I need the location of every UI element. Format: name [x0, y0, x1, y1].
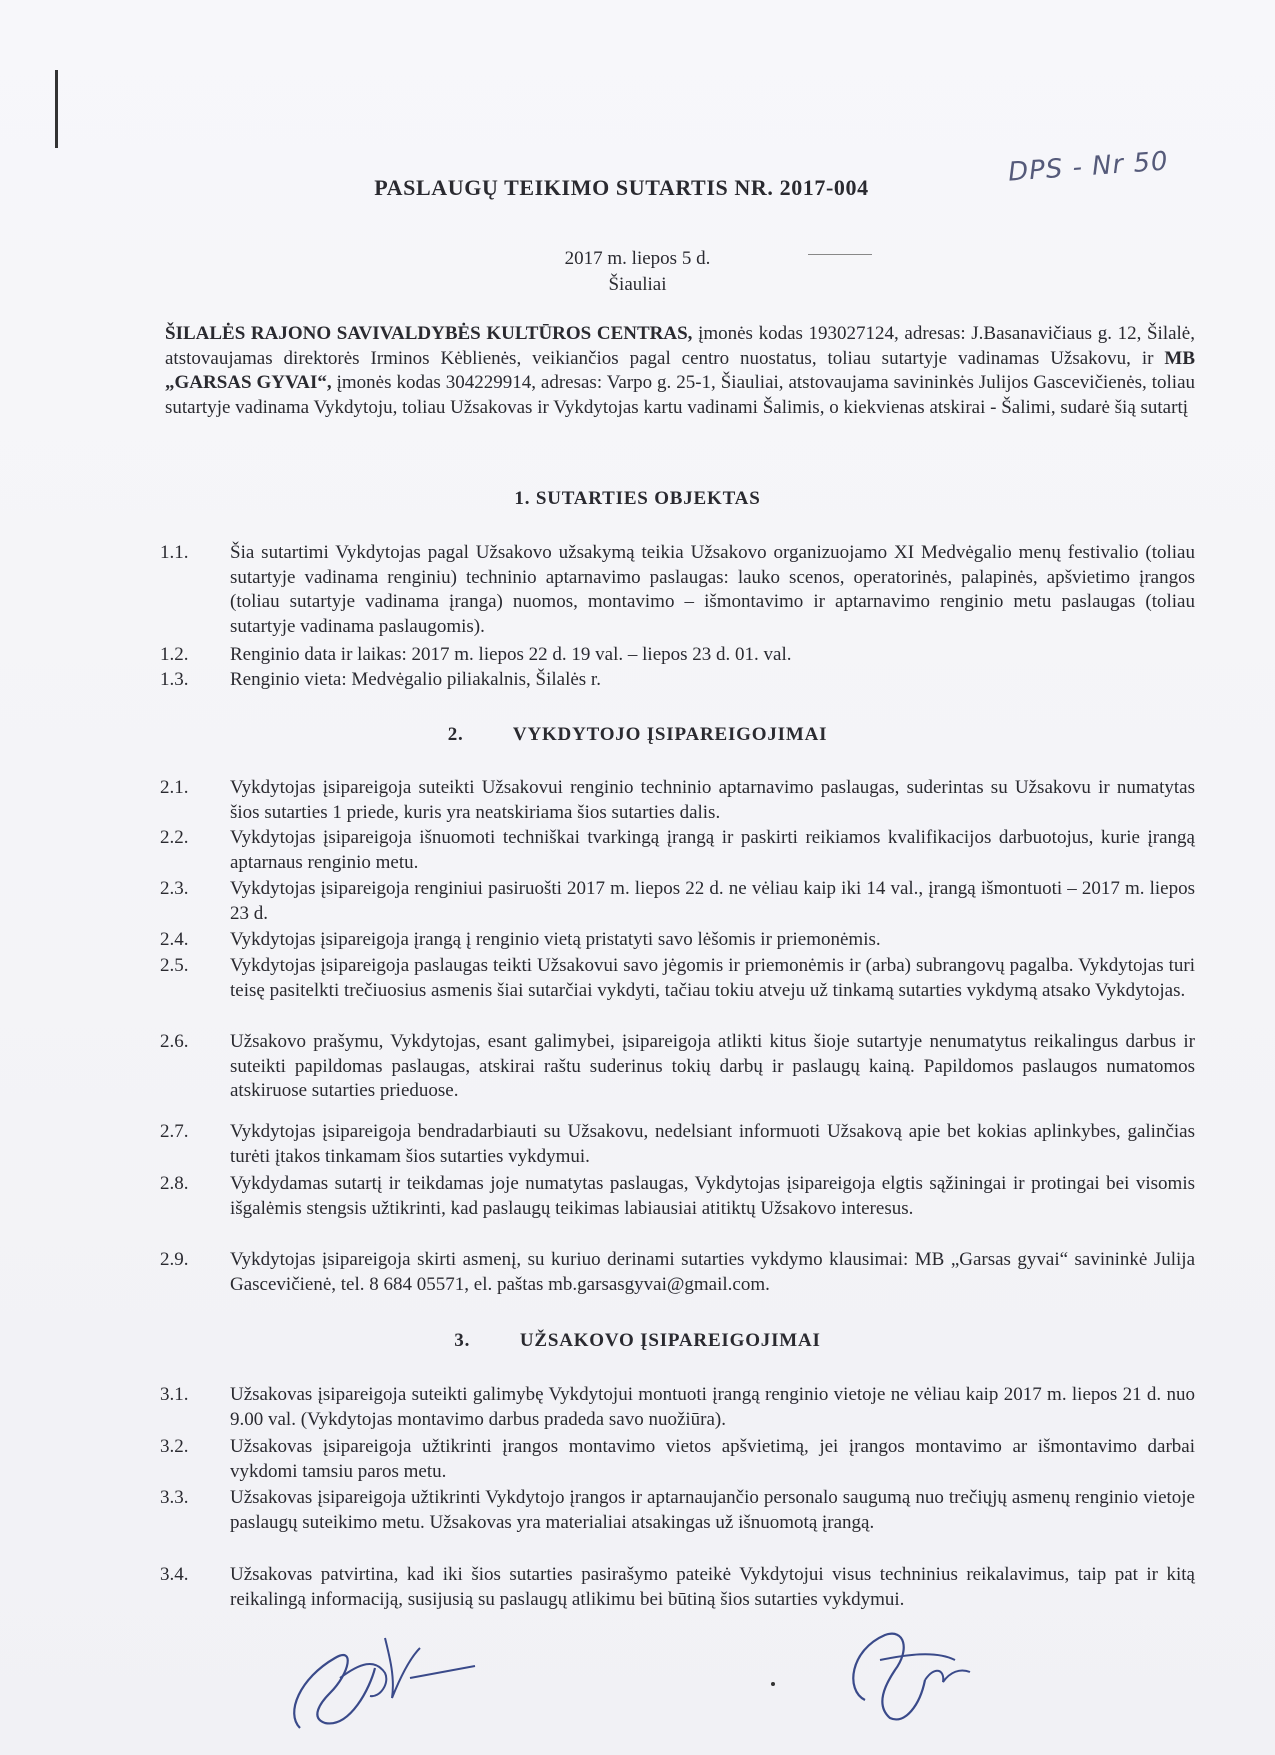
clause-item	[160, 1172, 1195, 1221]
clause-number: 2.6.	[160, 1031, 189, 1052]
clause-number: 2.5.	[160, 955, 189, 976]
intro-paragraph	[165, 322, 1195, 420]
clause-text: Vykdytojas įsipareigoja paslaugas teikti Užsakovui savo jėgomis ir priemonėmis ir (arba) subrangovų pagalba. Vykdytojas turi teisę pasitelkti trečiuosius asmenis šiai sutarčiai vykdyti, tačiau tokiu atveju už tinkamą sutarties vykdymą atsako Vykdytojas.	[230, 955, 1195, 1001]
section-title: UŽSAKOVO ĮSIPAREIGOJIMAI	[519, 1330, 821, 1351]
clause-text: Vykdytojas įsipareigoja įrangą į renginio vietą pristatyti savo lėšomis ir priemonėmis.	[230, 929, 881, 950]
clause-text: Vykdytojas įsipareigoja skirti asmenį, su kuriuo derinami sutarties vykdymo klausimai: MB „Garsas gyvai“ savininkė Julija Gascevičienė, tel. 8 684 05571, el. paštas mb.garsasgyvai@gmail.com.	[230, 1249, 1195, 1295]
party2-details: įmonės kodas 304229914, adresas: Varpo g. 25-1, Šiauliai, atstovaujama savininkės Julijos Gascevičienės, toliau sutartyje vadinama Vykdytoju, toliau Užsakovas ir Vykdytojas kartu vadinami Šalimis, o kiekvienas atskirai - Šalimi, sudarė šią sutartį	[165, 372, 1196, 418]
clause-number: 3.4.	[160, 1564, 189, 1585]
clause-text: Vykdydamas sutartį ir teikdamas joje numatytas paslaugas, Vykdytojas įsipareigoja elgtis sąžiningai ir protingai bei visomis išgalėmis stengsis užtikrinti, kad paslaugų teikimas labiausiai atitiktų Užsakovo interesus.	[230, 1173, 1195, 1219]
clause-item	[160, 1563, 1195, 1612]
section-heading-1	[0, 488, 1275, 510]
clause-item	[160, 1120, 1195, 1169]
section-number: 3.	[454, 1330, 471, 1351]
clause-item	[160, 877, 1195, 926]
section-title: SUTARTIES OBJEKTAS	[535, 488, 761, 509]
party2-name: MB „GARSAS GYVAI“,	[165, 347, 1195, 393]
clause-text: Vykdytojas įsipareigoja bendradarbiauti su Užsakovu, nedelsiant informuoti Užsakovą apie bet kokias aplinkybes, galinčias turėti įtakos tinkamam šios sutarties vykdymui.	[230, 1121, 1195, 1167]
clause-number: 2.4.	[160, 929, 189, 950]
party1-name: ŠILALĖS RAJONO SAVIVALDYBĖS KULTŪROS CENTRAS,	[165, 323, 693, 344]
clause-number: 3.1.	[160, 1384, 189, 1405]
clause-text: Užsakovas įsipareigoja suteikti galimybę Vykdytojui montuoti įrangą renginio vietoje ne vėliau kaip 2017 m. liepos 21 d. nuo 9.00 val. (Vykdytojas montavimo darbus pradeda savo nuožiūra).	[230, 1384, 1195, 1430]
section-number: 2.	[447, 724, 464, 745]
clause-item	[160, 541, 1195, 639]
contract-place: Šiauliai	[608, 274, 667, 295]
client-signature	[280, 1618, 500, 1743]
clause-item	[160, 776, 1195, 825]
clause-text: Užsakovas patvirtina, kad iki šios sutarties pasirašymo pateikė Vykdytojui visus techninius reikalavimus, taip pat ir kitą reikalingą informaciją, susijusią su paslaugų atlikimu bei būtiną šios sutarties vykdymui.	[230, 1564, 1195, 1610]
clause-item	[160, 928, 1195, 953]
clause-item	[160, 1383, 1195, 1432]
clause-number: 1.2.	[160, 644, 189, 665]
clause-item	[160, 1486, 1195, 1535]
clause-item	[160, 1435, 1195, 1484]
clause-text: Vykdytojas įsipareigoja išnuomoti techniškai tvarkingą įrangą ir paskirti reikiamos kvalifikacijos darbuotojus, kurie įrangą aptarnaus renginio metu.	[230, 827, 1195, 873]
section-title: VYKDYTOJO ĮSIPAREIGOJIMAI	[512, 724, 828, 745]
clause-item	[160, 954, 1195, 1003]
clause-item	[160, 668, 1195, 693]
clause-item	[160, 826, 1195, 875]
clause-text: Šia sutartimi Vykdytojas pagal Užsakovo užsakymą teikia Užsakovo organizuojamo XI Medvėgalio menų festivalio (toliau sutartyje vadinama renginiu) techninio aptarnavimo paslaugas: lauko scenos, operatorinės, palapinės, apšvietimo įrangos (toliau sutartyje vadinama įranga) nuomos, montavimo – išmontavimo ir aptarnavimo renginio metu paslaugas (toliau sutartyje vadinama paslaugomis).	[230, 542, 1195, 637]
clause-number: 2.2.	[160, 827, 189, 848]
section-heading-3	[0, 1330, 1275, 1352]
clause-item	[160, 1248, 1195, 1297]
clause-number: 2.8.	[160, 1173, 189, 1194]
clause-text: Užsakovo prašymu, Vykdytojas, esant galimybei, įsipareigoja atlikti kitus šioje sutartyje nenumatytus reikalingus darbus ir suteikti papildomas paslaugas, atskirai raštu suderinus tokių darbų ir paslaugų kainą. Papildomos paslaugos numatomos atskiruose sutarties prieduose.	[230, 1031, 1195, 1101]
clause-text: Vykdytojas įsipareigoja suteikti Užsakovui renginio techninio aptarnavimo paslaugas, suderintas su Užsakovu ir numatytas šios sutarties 1 priede, kuris yra neatskiriama šios sutarties dalis.	[230, 777, 1195, 823]
contract-date: 2017 m. liepos 5 d.	[564, 248, 711, 269]
handwritten-registration-note: DPS - Nr 50	[1007, 146, 1170, 188]
clause-number: 1.1.	[160, 542, 189, 563]
contractor-signature	[825, 1610, 995, 1730]
clause-text: Renginio vieta: Medvėgalio piliakalnis, Šilalės r.	[230, 669, 601, 690]
clause-number: 2.9.	[160, 1249, 189, 1270]
section-heading-2	[0, 724, 1275, 746]
clause-number: 3.2.	[160, 1436, 189, 1457]
clause-text: Užsakovas įsipareigoja užtikrinti Vykdytojo įrangos ir aptarnaujančio personalo saugumą nuo trečiųjų asmenų renginio vietoje paslaugų suteikimo metu. Užsakovas yra materialiai atsakingas už išnuomotą įrangą.	[230, 1487, 1195, 1533]
clause-text: Vykdytojas įsipareigoja renginiui pasiruošti 2017 m. liepos 22 d. ne vėliau kaip iki 14 val., įrangą išmontuoti – 2017 m. liepos 23 d.	[230, 878, 1195, 924]
ink-dot	[771, 1682, 775, 1686]
clause-item	[160, 643, 1195, 668]
party1-details: įmonės kodas 193027124, adresas: J.Basanavičiaus g. 12, Šilalė, atstovaujamas direktorės Irminos Kėblienės, veikiančios pagal centro nuostatus, toliau sutartyje vadinamas Užsakovu, ir	[165, 323, 1195, 369]
clause-text: Užsakovas įsipareigoja užtikrinti įrangos montavimo vietos apšvietimą, jei įrangos montavimo ar išmontavimo darbai vykdomi tamsiu paros metu.	[230, 1436, 1195, 1482]
document-title-text: PASLAUGŲ TEIKIMO SUTARTIS NR. 2017-004	[374, 175, 869, 200]
pen-stroke	[808, 254, 872, 255]
clause-item	[160, 1030, 1195, 1104]
clause-number: 2.3.	[160, 878, 189, 899]
clause-number: 2.7.	[160, 1121, 189, 1142]
clause-number: 3.3.	[160, 1487, 189, 1508]
clause-text: Renginio data ir laikas: 2017 m. liepos 22 d. 19 val. – liepos 23 d. 01. val.	[230, 644, 792, 665]
section-number: 1.	[514, 488, 531, 509]
margin-mark	[55, 70, 58, 148]
clause-number: 1.3.	[160, 669, 189, 690]
document-title	[0, 175, 1275, 201]
clause-number: 2.1.	[160, 777, 189, 798]
